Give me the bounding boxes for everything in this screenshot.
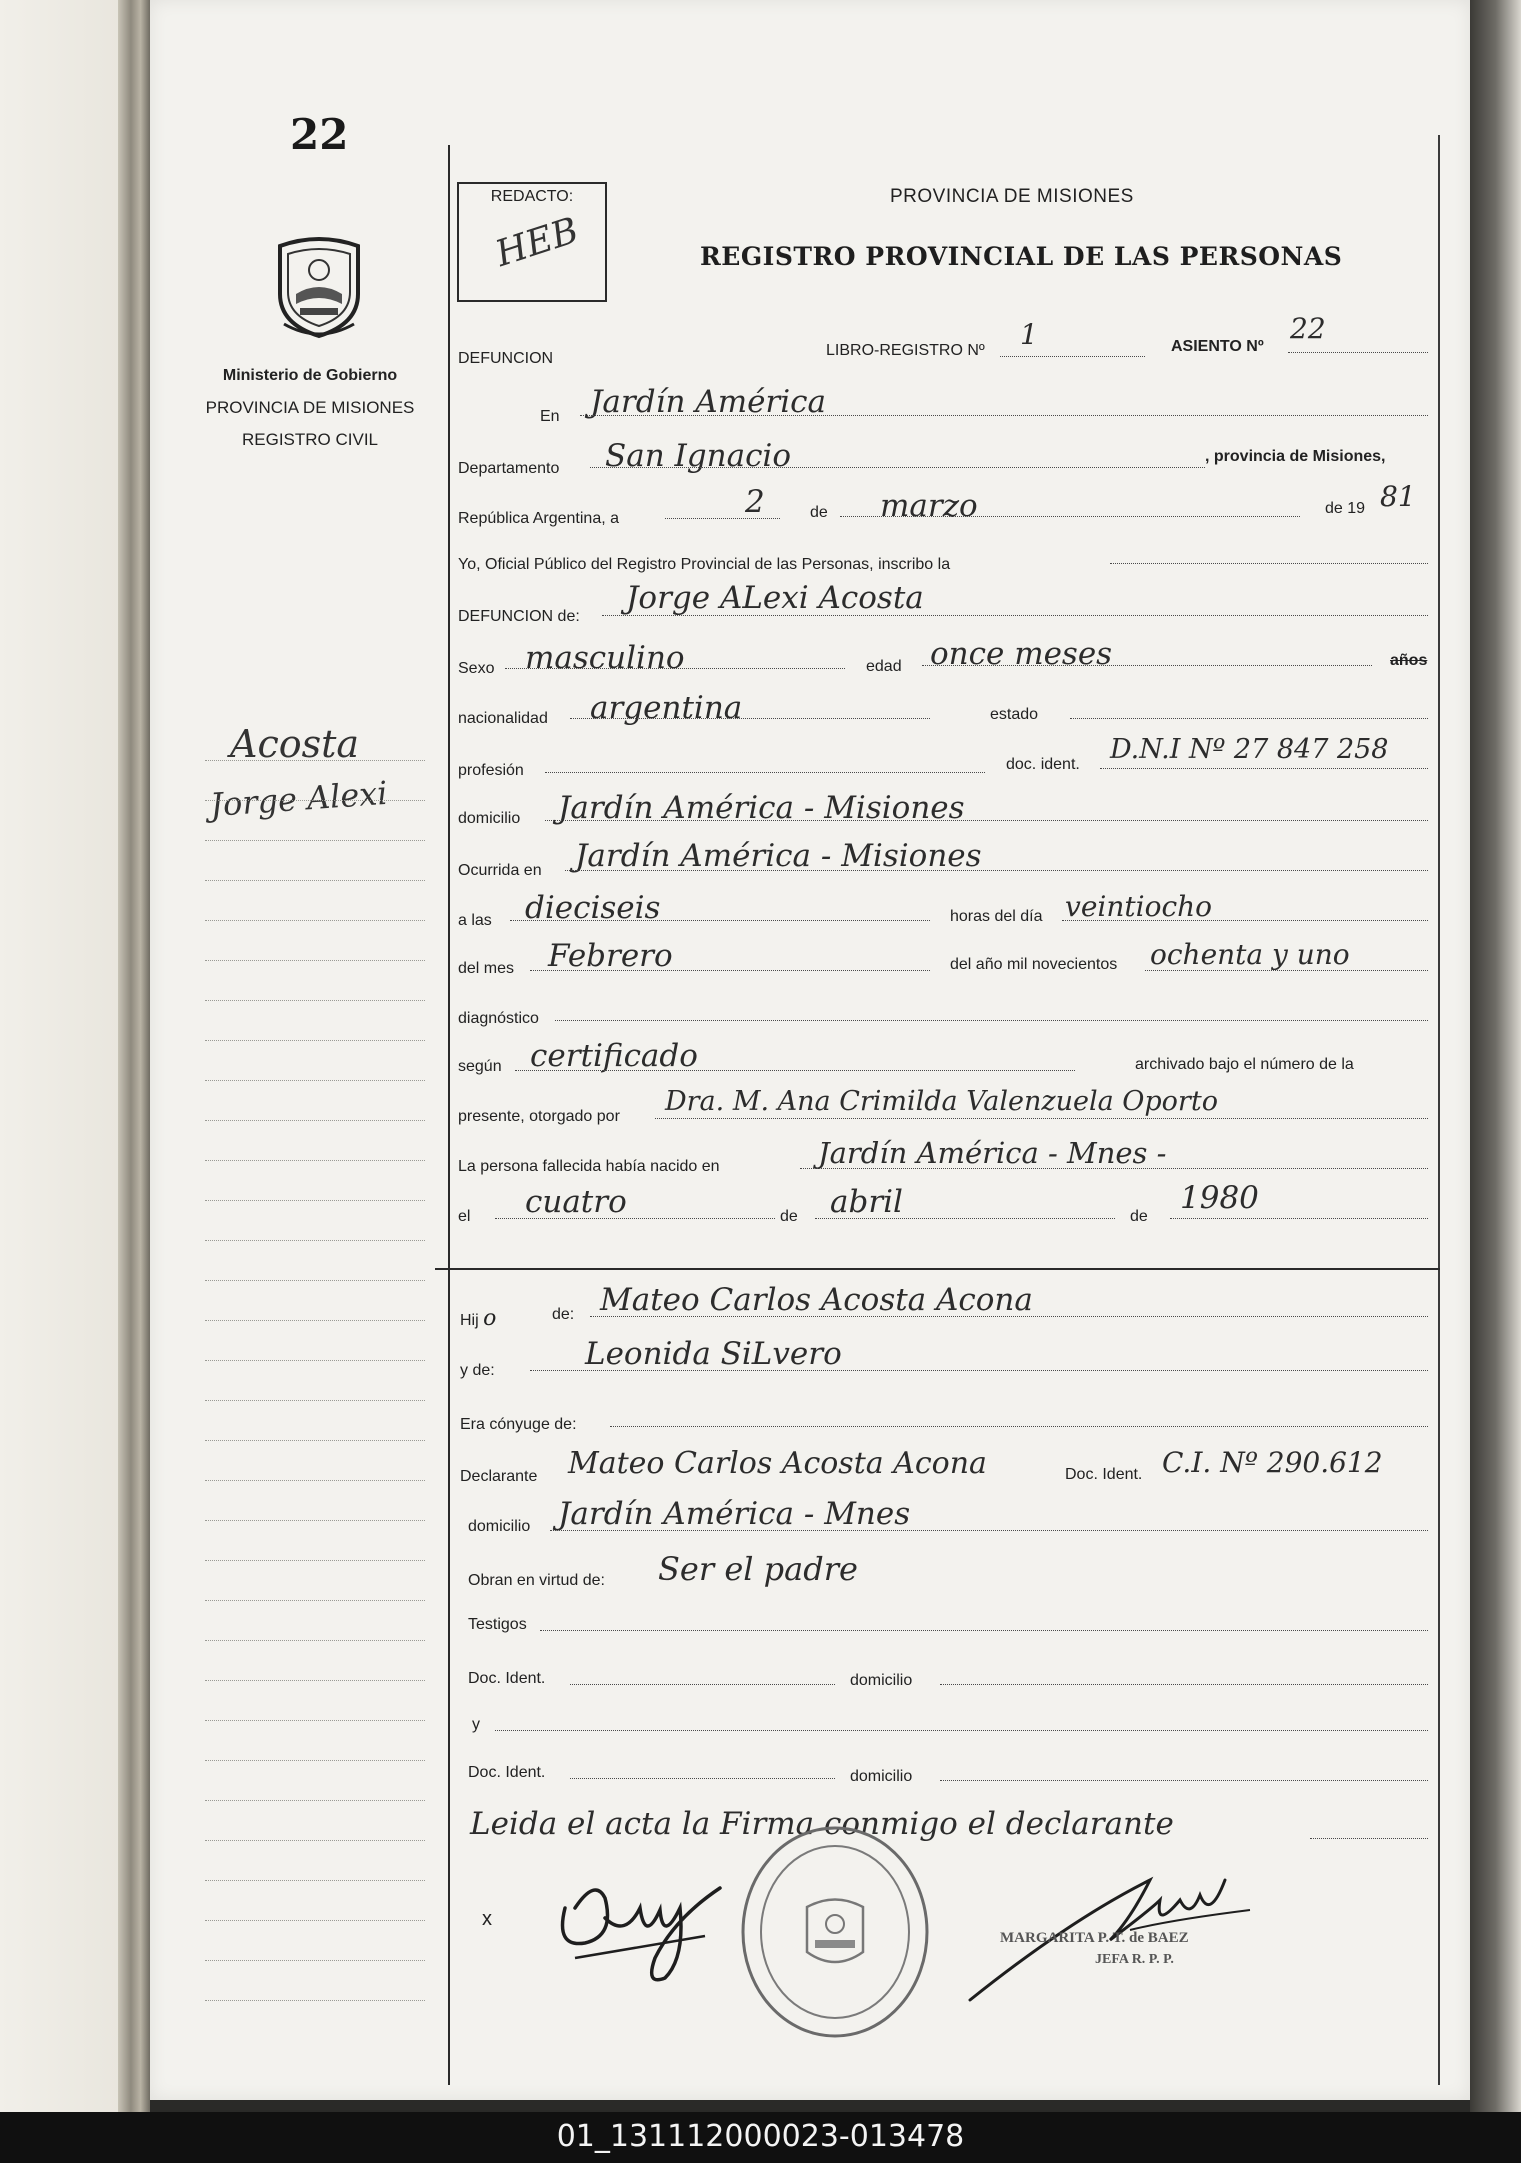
delmes-label: del mes [458, 960, 515, 977]
presente-value: Dra. M. Ana Crimilda Valenzuela Oporto [665, 1086, 1218, 1117]
decl-doc-value: C.I. Nº 290.612 [1162, 1446, 1383, 1479]
libro-value: 1 [1020, 318, 1038, 351]
declarante-label: Declarante [460, 1468, 538, 1485]
ministry-province: PROVINCIA DE MISIONES [205, 398, 415, 417]
abril-value: abril [830, 1184, 903, 1220]
ministry-name: Ministerio de Gobierno [222, 367, 398, 384]
alas-value: dieciseis [525, 890, 661, 926]
de-label: de [810, 504, 828, 521]
ocurrida-label: Ocurrida en [458, 862, 542, 879]
ministry-office: REGISTRO CIVIL [241, 430, 379, 449]
scan-footer [0, 2112, 1521, 2163]
redacto-initials: HEB [490, 210, 584, 275]
profesion-label: profesión [458, 762, 524, 779]
estado-label: estado [990, 706, 1039, 723]
declarante-value: Mateo Carlos Acosta Acona [568, 1446, 987, 1481]
hijo-label: Hij o [460, 1306, 497, 1331]
decl-doc-label: Doc. Ident. [1065, 1466, 1143, 1483]
sexo-label: Sexo [458, 660, 495, 677]
header-title: REGISTRO PROVINCIAL DE LAS PERSONAS [700, 242, 1343, 271]
t2-dom-label: domicilio [850, 1768, 913, 1785]
scan-code: 01_131112000023-013478 [556, 2119, 965, 2154]
section-divider [435, 1268, 1440, 1270]
signature-mark: x [482, 1908, 492, 1930]
asiento-label: ASIENTO Nº [1171, 338, 1264, 355]
yde-label: y de: [460, 1362, 495, 1379]
t2-doc-label: Doc. Ident. [468, 1764, 546, 1781]
book-binding-edge [118, 0, 150, 2112]
page-number: 22 [290, 110, 349, 159]
horas-value: veintiocho [1065, 890, 1213, 923]
testigos-label: Testigos [468, 1616, 527, 1633]
margin-ruled-lines [205, 760, 425, 2060]
edad-label: edad [866, 658, 902, 675]
departamento-value: San Ignacio [605, 438, 792, 474]
conyuge-label: Era cónyuge de: [460, 1416, 577, 1433]
presente-label: presente, otorgado por [458, 1108, 620, 1125]
doc-ident-label: doc. ident. [1006, 756, 1080, 773]
horas-label: horas del día [950, 908, 1043, 925]
redacto-label: REDACTO: [490, 188, 574, 205]
officer-stamp-title: JEFA R. P. P. [1095, 1952, 1174, 1967]
madre-value: Leonida SiLvero [585, 1336, 842, 1372]
hijo-de-label: de: [552, 1306, 575, 1323]
segun-value: certificado [530, 1038, 698, 1074]
segun-label: según [458, 1058, 502, 1075]
domicilio-label: domicilio [458, 810, 521, 827]
nacionalidad-label: nacionalidad [458, 710, 548, 727]
decl-dom-label: domicilio [468, 1518, 531, 1535]
republica-label: República Argentina, a [458, 510, 619, 527]
coat-of-arms-icon [270, 232, 368, 340]
sexo-value: masculino [525, 640, 685, 676]
closing-statement: Leida el acta la Firma conmigo el declarante [470, 1806, 1174, 1842]
oficial-text: Yo, Oficial Público del Registro Provincial de las Personas, inscribo la [458, 556, 951, 573]
provincia-label: , provincia de Misiones, [1205, 448, 1386, 465]
anio-value: 81 [1380, 480, 1416, 513]
obran-label: Obran en virtud de: [468, 1572, 605, 1589]
ocurrida-value: Jardín América - Misiones [575, 838, 982, 874]
doc-ident-value: D.N.I Nº 27 847 258 [1110, 734, 1389, 765]
departamento-label: Departamento [458, 460, 560, 477]
column-divider [448, 145, 450, 2085]
de-anio-label: de [1130, 1208, 1148, 1225]
de19-label: de 19 [1325, 500, 1366, 517]
asiento-value: 22 [1290, 312, 1326, 345]
mes-value: marzo [880, 488, 978, 524]
redacto-box [457, 182, 607, 302]
header-province: PROVINCIA DE MISIONES [890, 186, 1134, 207]
alas-label: a las [458, 912, 492, 929]
anio-mil-label: del año mil novecientos [950, 956, 1118, 973]
official-seal [735, 1822, 935, 2042]
declarant-signature [545, 1848, 735, 1988]
edad-value: once meses [930, 636, 1113, 672]
libro-label: LIBRO-REGISTRO Nº [826, 342, 985, 359]
decl-dom-value: Jardín América - Mnes [558, 1496, 911, 1532]
obran-value: Ser el padre [658, 1550, 858, 1588]
nacido-label: La persona fallecida había nacido en [458, 1158, 720, 1175]
domicilio-value: Jardín América - Misiones [558, 790, 965, 826]
nacionalidad-value: argentina [590, 690, 743, 726]
y-label: y [472, 1716, 480, 1733]
t1-dom-label: domicilio [850, 1672, 913, 1689]
record-type: DEFUNCION [458, 350, 554, 367]
de-abril-label: de [780, 1208, 798, 1225]
officer-stamp-name: MARGARITA P. T. de BAEZ [1000, 1930, 1189, 1946]
archivado-label: archivado bajo el número de la [1135, 1056, 1354, 1073]
defuncion-de-label: DEFUNCION de: [458, 608, 580, 625]
ministry-block [190, 360, 430, 456]
anio-mil-value: ochenta y uno [1150, 938, 1350, 971]
en-label: En [540, 408, 560, 425]
register-page [150, 0, 1470, 2100]
margin-given-names: Jorge Alexi [208, 773, 389, 825]
padre-value: Mateo Carlos Acosta Acona [600, 1282, 1033, 1318]
t1-doc-label: Doc. Ident. [468, 1670, 546, 1687]
dia-value: 2 [745, 484, 765, 520]
el-value: cuatro [525, 1184, 627, 1220]
el-label: el [458, 1208, 471, 1225]
margin-surname: Acosta [230, 722, 360, 766]
diagnostico-label: diagnóstico [458, 1010, 539, 1027]
background-right [1470, 0, 1521, 2112]
defuncion-de-value: Jorge ALexi Acosta [626, 580, 924, 616]
anos-label: años [1390, 652, 1428, 669]
nac-anio-value: 1980 [1180, 1180, 1259, 1216]
delmes-value: Febrero [548, 938, 673, 974]
nacido-value: Jardín América - Mnes - [818, 1136, 1167, 1170]
right-border-line [1438, 135, 1440, 2085]
en-value: Jardín América [590, 384, 827, 420]
